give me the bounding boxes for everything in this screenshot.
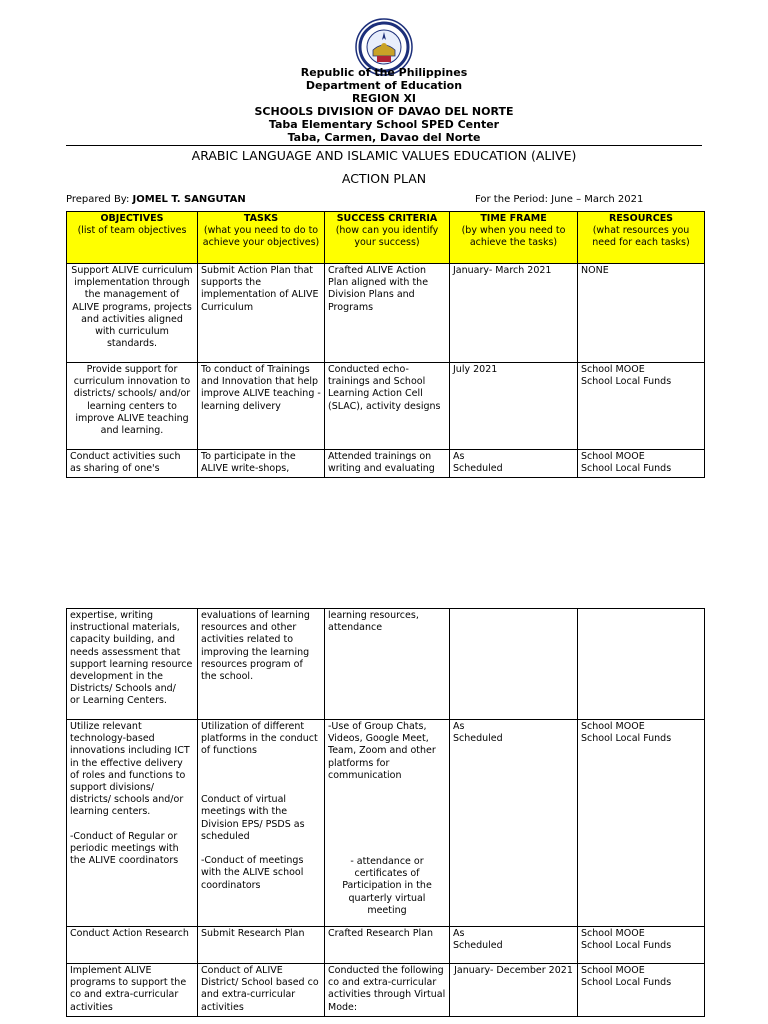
table-row <box>67 720 705 927</box>
cell-criteria: Attended trainings on writing and evaluating <box>325 450 450 478</box>
table-row <box>67 927 705 964</box>
header-line-address: Taba, Carmen, Davao del Norte <box>287 131 481 144</box>
cell-tasks: Utilization of different platforms in the conduct of functions Conduct of virtual meetings with the Division EPS/ PSDS as scheduled -Conduct of meetings with the ALIVE school coordinators <box>198 720 325 927</box>
prepared-by-label: Prepared By: <box>66 194 133 205</box>
cell-objective: Utilize relevant technology-based innovations including ICT in the effective delivery of roles and functions to support divisions/ districts/ schools and/or learning centers. -Conduct of Regular or periodic meetings with the ALIVE coordinators <box>67 720 198 927</box>
cell-objective: Implement ALIVE programs to support the co and extra-curricular activities <box>67 964 198 1017</box>
table-row <box>67 964 705 1017</box>
header-line-division: SCHOOLS DIVISION OF DAVAO DEL NORTE <box>254 105 514 118</box>
header-line-region: REGION XI <box>351 92 417 105</box>
cell-tasks: Submit Research Plan <box>198 927 325 964</box>
cell-criteria: Conducted echo-trainings and School Learning Action Cell (SLAC), activity designs <box>325 363 450 450</box>
table-row <box>67 363 705 450</box>
action-plan-table-page-2 <box>66 608 705 1017</box>
cell-tasks: To conduct of Trainings and Innovation that help improve ALIVE teaching -learning delivery <box>198 363 325 450</box>
cell-criteria: Crafted Research Plan <box>325 927 450 964</box>
col-header-time-frame: TIME FRAME (by when you need to achieve the tasks) <box>450 212 578 264</box>
prepared-by-name: JOMEL T. SANGUTAN <box>132 194 246 205</box>
prepared-by <box>66 193 246 206</box>
cell-timeframe: As Scheduled <box>450 450 578 478</box>
cell-resources: School MOOE School Local Funds <box>578 363 705 450</box>
table-row <box>67 450 705 478</box>
cell-timeframe: July 2021 <box>450 363 578 450</box>
criteria-platforms: -Use of Group Chats, Videos, Google Meet, Team, Zoom and other platforms for communication <box>328 721 436 781</box>
cell-objective: Support ALIVE curriculum implementation through the management of ALIVE programs, projects and activities aligned with curriculum standards. <box>67 264 198 363</box>
cell-tasks: To participate in the ALIVE write-shops, <box>198 450 325 478</box>
col-header-objectives: OBJECTIVES (list of team objectives <box>67 212 198 264</box>
col-header-resources: RESOURCES (what resources you need for each tasks) <box>578 212 705 264</box>
action-plan-table-page-1 <box>66 211 705 478</box>
header-divider <box>66 145 702 146</box>
cell-resources: School MOOE School Local Funds <box>578 927 705 964</box>
col-header-success-criteria: SUCCESS CRITERIA (how can you identify your success) <box>325 212 450 264</box>
cell-timeframe <box>450 609 578 720</box>
cell-tasks: Submit Action Plan that supports the implementation of ALIVE Curriculum <box>198 264 325 363</box>
cell-timeframe: As Scheduled <box>450 720 578 927</box>
cell-objective: expertise, writing instructional materials, capacity building, and needs assessment that support learning resource development in the Districts/ Schools and/ or Learning Centers. <box>67 609 198 720</box>
cell-tasks: evaluations of learning resources and other activities related to improving the learning resources program of the school. <box>198 609 325 720</box>
cell-resources <box>578 609 705 720</box>
header-line-republic: Republic of the Philippines <box>300 66 468 79</box>
cell-timeframe: January- March 2021 <box>450 264 578 363</box>
header-line-department: Department of Education <box>305 79 463 92</box>
table-header-row <box>67 212 705 264</box>
cell-tasks: Conduct of ALIVE District/ School based co and extra-curricular activities <box>198 964 325 1017</box>
cell-resources: School MOOE School Local Funds <box>578 964 705 1017</box>
criteria-attendance: - attendance or certificates of Participation in the quarterly virtual meeting <box>342 856 432 916</box>
cell-timeframe: As Scheduled <box>450 927 578 964</box>
table-row <box>67 264 705 363</box>
table-row <box>67 609 705 720</box>
cell-objective: Provide support for curriculum innovation to districts/ schools/ and/or learning centers to improve ALIVE teaching and learning. <box>67 363 198 450</box>
cell-criteria: Crafted ALIVE Action Plan aligned with the Division Plans and Programs <box>325 264 450 363</box>
cell-resources: NONE <box>578 264 705 363</box>
subject-title: ARABIC LANGUAGE AND ISLAMIC VALUES EDUCATION (ALIVE) <box>191 148 577 163</box>
cell-criteria: Conducted the following co and extra-curricular activities through Virtual Mode: <box>325 964 450 1017</box>
document-title: ACTION PLAN <box>341 171 427 186</box>
cell-criteria <box>325 720 450 927</box>
cell-resources: School MOOE School Local Funds <box>578 720 705 927</box>
header-line-school: Taba Elementary School SPED Center <box>268 118 500 131</box>
cell-objective: Conduct activities such as sharing of one's <box>67 450 198 478</box>
cell-timeframe: January- December 2021 <box>450 964 578 1017</box>
cell-criteria: learning resources, attendance <box>325 609 450 720</box>
cell-resources: School MOOE School Local Funds <box>578 450 705 478</box>
col-header-tasks: TASKS (what you need to do to achieve your objectives) <box>198 212 325 264</box>
period: For the Period: June – March 2021 <box>475 194 644 205</box>
cell-objective: Conduct Action Research <box>67 927 198 964</box>
